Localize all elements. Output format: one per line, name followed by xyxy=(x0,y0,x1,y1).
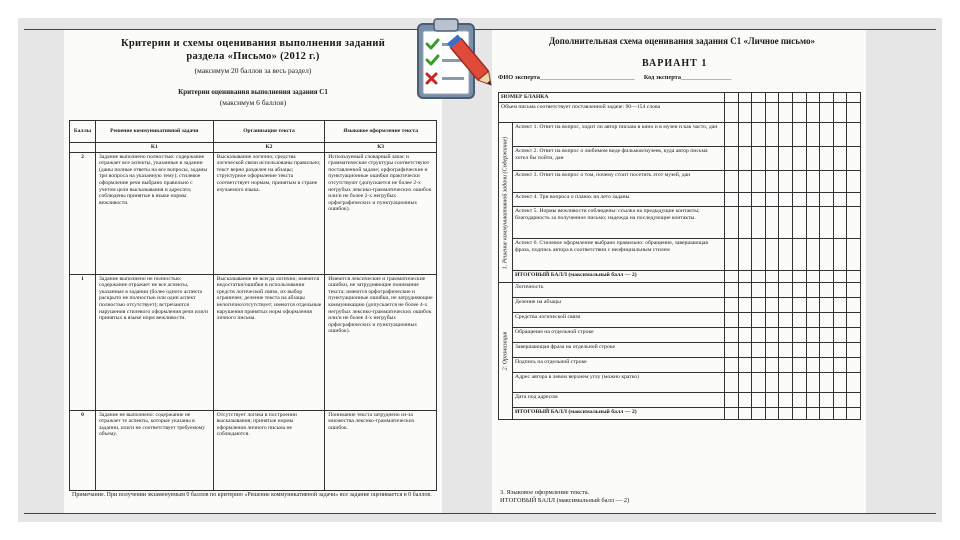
score-cell xyxy=(779,408,793,420)
row-k1: Задание выполнено не полностью: содержание отражает не все аспекты, указанные в задании (более одного аспекта раскрыто не полностью или один аспект полностью отсутствует); встречаются нарушения стилевого оформления речи или/и принятых в языке норм вежливости. xyxy=(95,274,213,410)
code-blank: ________________ xyxy=(680,74,732,81)
score-cell xyxy=(806,408,820,420)
score-cell xyxy=(765,343,779,358)
score-cell xyxy=(792,283,806,298)
header-score: Баллы xyxy=(70,121,96,143)
score-cell xyxy=(847,313,861,328)
score-cell xyxy=(847,408,861,420)
header-k1: Решение коммуникативной задачи xyxy=(95,121,213,143)
score-cell xyxy=(725,93,739,103)
aspect-row xyxy=(499,123,861,147)
score-cell xyxy=(792,328,806,343)
score-cell xyxy=(779,193,793,207)
score-cell xyxy=(792,343,806,358)
score-cell xyxy=(847,147,861,171)
score-cell xyxy=(792,393,806,408)
score-cell xyxy=(725,239,739,271)
expert-info-line xyxy=(498,74,860,81)
bottom-divider xyxy=(24,513,936,514)
score-cell xyxy=(752,283,766,298)
score-cell xyxy=(792,171,806,193)
org-row xyxy=(499,358,861,373)
score-cell xyxy=(820,358,834,373)
score-cell xyxy=(792,239,806,271)
score-cell xyxy=(725,207,739,239)
volume-row xyxy=(499,103,861,123)
score-cell xyxy=(725,328,739,343)
score-cell xyxy=(725,271,739,283)
score-cell xyxy=(847,298,861,313)
score-cell xyxy=(820,393,834,408)
score-cell xyxy=(820,93,834,103)
score-cell xyxy=(847,358,861,373)
score-cell xyxy=(820,313,834,328)
score-cell xyxy=(792,207,806,239)
fio-label: ФИО эксперта xyxy=(498,74,540,81)
aspect-label: Аспект 4. Три вопроса о планах на лето заданы xyxy=(513,193,725,207)
score-cell xyxy=(765,393,779,408)
volume-label: Объем письма соответствует поставленной задаче: 90—154 слова xyxy=(499,103,725,123)
score-cell xyxy=(779,93,793,103)
score-cell xyxy=(847,123,861,147)
row-k2: Отсутствует логика в построении высказывания; принятые нормы оформления личного письма не соблюдаются. xyxy=(213,410,325,490)
score-cell xyxy=(847,93,861,103)
score-cell xyxy=(738,193,752,207)
row-k1: Задание выполнено полностью: содержание отражает все аспекты, указанные в задании (даны полные ответы на все вопросы, заданы три вопроса на указанную тему); стилевое оформление речи выбрано правильно с учетом цели высказывания и адресата; соблюдены принятые в языке нормы вежливости. xyxy=(95,152,213,274)
org-row xyxy=(499,313,861,328)
row-k3: Понимание текста затруднено из-за множества лексико-грамматических ошибок. xyxy=(325,410,437,490)
org-row xyxy=(499,373,861,393)
score-cell xyxy=(738,313,752,328)
score-cell xyxy=(847,283,861,298)
score-cell xyxy=(725,193,739,207)
row-k3: Имеются лексические и грамматические ошибки, не затрудняющие понимание текста; имеются орфографические и пунктуационные ошибки, не затрудняющие коммуникацию (допускается не более 4-х негрубых лексико-грамматических ошибок или/и не более 4-х негрубых орфографических и пунктуационных ошибок). xyxy=(325,274,437,410)
score-cell xyxy=(779,358,793,373)
score-cell xyxy=(792,193,806,207)
score-cell xyxy=(765,358,779,373)
table-row xyxy=(70,274,437,410)
score-cell xyxy=(820,193,834,207)
row-score: 2 xyxy=(70,152,96,274)
score-cell xyxy=(752,103,766,123)
score-cell xyxy=(752,313,766,328)
score-cell xyxy=(820,408,834,420)
aspect-label: Аспект 6. Стилевое оформление выбрано правильно: обращение, завершающая фраза, подпись автора в соответствии с неофициальным стилем xyxy=(513,239,725,271)
score-cell xyxy=(806,147,820,171)
score-cell xyxy=(806,193,820,207)
score-cell xyxy=(833,408,847,420)
score-cell xyxy=(725,393,739,408)
assessment-grid xyxy=(498,92,861,420)
score-cell xyxy=(765,147,779,171)
score-cell xyxy=(779,328,793,343)
org-row xyxy=(499,343,861,358)
score-cell xyxy=(738,373,752,393)
score-cell xyxy=(765,103,779,123)
score-cell xyxy=(847,207,861,239)
score-cell xyxy=(765,328,779,343)
score-cell xyxy=(725,171,739,193)
score-cell xyxy=(833,343,847,358)
aspect-row xyxy=(499,239,861,271)
aspect-label: Аспект 5. Нормы вежливости соблюдены: ссылка на предыдущие контакты; благодарность за полученное письмо; надежда на последующие контакты. xyxy=(513,207,725,239)
score-cell xyxy=(820,271,834,283)
score-cell xyxy=(738,328,752,343)
language-heading: 3. Языковое оформление текста. xyxy=(500,489,590,496)
language-total: ИТОГОВЫЙ БАЛЛ (максимальный балл — 2) xyxy=(500,497,630,504)
score-cell xyxy=(792,358,806,373)
score-cell xyxy=(847,271,861,283)
blank-number-row xyxy=(499,93,861,103)
score-cell xyxy=(833,283,847,298)
score-cell xyxy=(833,358,847,373)
score-cell xyxy=(725,123,739,147)
score-cell xyxy=(792,123,806,147)
aspect-label: Аспект 2. Ответ на вопрос о любимом виде фильмов/музеев, куда автор письма хотел бы пойти, дан xyxy=(513,147,725,171)
org-row xyxy=(499,328,861,343)
score-cell xyxy=(765,313,779,328)
score-cell xyxy=(779,283,793,298)
score-cell xyxy=(752,343,766,358)
org-item-label: Обращение на отдельной строке xyxy=(513,328,725,343)
document-title: Критерии и схемы оценивания выполнения заданий xyxy=(120,38,386,49)
score-cell xyxy=(833,123,847,147)
score-cell xyxy=(806,123,820,147)
aspect-label: Аспект 1. Ответ на вопрос, ходит ли автор письма в кино и в музеи и как часто, дан xyxy=(513,123,725,147)
score-cell xyxy=(833,313,847,328)
document-title-line2: раздела «Письмо» (2012 г.) xyxy=(186,51,320,62)
score-cell xyxy=(833,239,847,271)
score-cell xyxy=(792,373,806,393)
score-cell xyxy=(779,103,793,123)
score-cell xyxy=(792,147,806,171)
score-cell xyxy=(752,271,766,283)
score-cell xyxy=(820,123,834,147)
score-cell xyxy=(752,123,766,147)
score-cell xyxy=(752,171,766,193)
score-cell xyxy=(847,171,861,193)
score-cell xyxy=(725,313,739,328)
score-cell xyxy=(779,207,793,239)
score-cell xyxy=(725,408,739,420)
score-cell xyxy=(765,207,779,239)
score-cell xyxy=(820,239,834,271)
score-cell xyxy=(765,408,779,420)
score-cell xyxy=(725,147,739,171)
score-cell xyxy=(806,298,820,313)
aspect-row xyxy=(499,193,861,207)
group-organization-label: 2. Организация xyxy=(499,283,513,420)
total-row xyxy=(499,271,861,283)
org-row xyxy=(499,393,861,408)
score-cell xyxy=(738,207,752,239)
score-cell xyxy=(833,171,847,193)
assessment-form xyxy=(492,30,866,513)
total-label: ИТОГОВЫЙ БАЛЛ (максимальный балл — 2) xyxy=(513,408,725,420)
score-cell xyxy=(820,207,834,239)
header-k2: Организация текста xyxy=(213,121,325,143)
score-cell xyxy=(847,393,861,408)
score-cell xyxy=(738,393,752,408)
score-cell xyxy=(820,298,834,313)
score-cell xyxy=(820,343,834,358)
total-row xyxy=(499,408,861,420)
code-label: Код эксперта xyxy=(643,74,681,81)
score-cell xyxy=(738,123,752,147)
score-cell xyxy=(833,93,847,103)
criteria-table xyxy=(69,120,437,491)
score-cell xyxy=(820,171,834,193)
score-cell xyxy=(833,147,847,171)
score-cell xyxy=(738,358,752,373)
score-cell xyxy=(779,343,793,358)
score-cell xyxy=(820,147,834,171)
language-section xyxy=(500,489,860,505)
score-cell xyxy=(779,373,793,393)
variant-label: ВАРИАНТ 1 xyxy=(642,58,708,69)
score-cell xyxy=(765,373,779,393)
score-cell xyxy=(738,298,752,313)
aspect-row xyxy=(499,147,861,171)
score-cell xyxy=(765,193,779,207)
score-cell xyxy=(765,271,779,283)
score-cell xyxy=(847,328,861,343)
score-cell xyxy=(752,373,766,393)
score-cell xyxy=(765,283,779,298)
score-cell xyxy=(806,103,820,123)
score-cell xyxy=(820,103,834,123)
score-cell xyxy=(725,373,739,393)
row-k1: Задание не выполнено: содержание не отражает те аспекты, которые указаны в задании, или/и не соответствует требуемому объему. xyxy=(95,410,213,490)
score-cell xyxy=(765,93,779,103)
score-cell xyxy=(806,271,820,283)
table-row xyxy=(70,410,437,490)
criteria-document xyxy=(64,30,442,513)
code-k3: К3 xyxy=(325,143,437,153)
score-cell xyxy=(820,373,834,393)
code-k1: К1 xyxy=(95,143,213,153)
table-code-row xyxy=(70,143,437,153)
score-cell xyxy=(752,408,766,420)
score-cell xyxy=(725,298,739,313)
score-cell xyxy=(725,358,739,373)
score-cell xyxy=(738,171,752,193)
criteria-title: Критерии оценивания выполнения задания С1 xyxy=(178,88,328,96)
score-cell xyxy=(806,393,820,408)
document-subtitle: (максимум 20 баллов за весь раздел) xyxy=(194,66,312,75)
score-cell xyxy=(765,171,779,193)
score-cell xyxy=(738,343,752,358)
score-cell xyxy=(765,239,779,271)
score-cell xyxy=(752,93,766,103)
score-cell xyxy=(779,298,793,313)
score-cell xyxy=(765,123,779,147)
form-title: Дополнительная схема оценивания задания С1 «Личное письмо» xyxy=(548,36,816,46)
score-cell xyxy=(752,207,766,239)
score-cell xyxy=(833,328,847,343)
score-cell xyxy=(833,207,847,239)
aspect-label: Аспект 3. Ответ на вопрос о том, почему стоит посетить этот музей, дан xyxy=(513,171,725,193)
note: Примечание. При получении экзаменуемым 0 баллов по критерию «Решение коммуникативной задачи» все задание оценивается в 0 баллов. xyxy=(72,492,432,498)
score-cell xyxy=(792,298,806,313)
score-cell xyxy=(779,147,793,171)
score-cell xyxy=(765,298,779,313)
score-cell xyxy=(792,103,806,123)
total-label: ИТОГОВЫЙ БАЛЛ (максимальный балл — 2) xyxy=(513,271,725,283)
score-cell xyxy=(779,313,793,328)
score-cell xyxy=(833,193,847,207)
score-cell xyxy=(725,103,739,123)
score-cell xyxy=(725,343,739,358)
score-cell xyxy=(806,239,820,271)
score-cell xyxy=(847,193,861,207)
table-header-row xyxy=(70,121,437,143)
score-cell xyxy=(738,408,752,420)
score-cell xyxy=(738,147,752,171)
org-item-label: Деление на абзацы xyxy=(513,298,725,313)
score-cell xyxy=(833,373,847,393)
org-item-label: Средства логической связи xyxy=(513,313,725,328)
score-cell xyxy=(738,103,752,123)
score-cell xyxy=(833,393,847,408)
score-cell xyxy=(806,373,820,393)
score-cell xyxy=(792,271,806,283)
score-cell xyxy=(752,147,766,171)
score-cell xyxy=(833,298,847,313)
score-cell xyxy=(738,271,752,283)
row-score: 1 xyxy=(70,274,96,410)
criteria-subtitle: (максимум 6 баллов) xyxy=(219,98,287,107)
org-item-label: Дата под адресом xyxy=(513,393,725,408)
score-cell xyxy=(792,408,806,420)
score-cell xyxy=(779,271,793,283)
score-cell xyxy=(752,193,766,207)
score-cell xyxy=(752,328,766,343)
score-cell xyxy=(806,343,820,358)
score-cell xyxy=(779,123,793,147)
score-cell xyxy=(806,358,820,373)
score-cell xyxy=(806,313,820,328)
fio-blank: ______________________________ xyxy=(539,74,635,81)
header-k3: Языковое оформление текста xyxy=(325,121,437,143)
score-cell xyxy=(779,171,793,193)
score-cell xyxy=(779,239,793,271)
score-cell xyxy=(806,207,820,239)
score-cell xyxy=(779,393,793,408)
score-cell xyxy=(738,239,752,271)
clipboard-checklist-icon xyxy=(412,14,500,106)
row-k3: Используемый словарный запас и грамматические структуры соответствуют поставленной задаче; орфографические и пунктуационные ошибки практически отсутствуют (допускается не более 2-х негрубых лексико-грамматических ошибок или/и не более 2-х негрубых орфографических и пунктуационных ошибок). xyxy=(325,152,437,274)
score-cell xyxy=(806,328,820,343)
score-cell xyxy=(752,298,766,313)
score-cell xyxy=(847,239,861,271)
score-cell xyxy=(738,93,752,103)
group-content-label: 1. Решение коммуникативной задачи (Содержание) xyxy=(499,123,513,283)
score-cell xyxy=(833,103,847,123)
org-item-label: Логичность xyxy=(513,283,725,298)
row-score: 0 xyxy=(70,410,96,490)
org-item-label: Адрес автора в левом верхнем углу (можно кратко) xyxy=(513,373,725,393)
score-cell xyxy=(806,93,820,103)
score-cell xyxy=(738,283,752,298)
score-cell xyxy=(820,328,834,343)
score-cell xyxy=(806,171,820,193)
score-cell xyxy=(752,358,766,373)
org-row xyxy=(499,283,861,298)
score-cell xyxy=(792,313,806,328)
row-k2: Высказывание логично; средства логической связи использованы правильно; текст верно разделен на абзацы; структурное оформление текста соответствует нормам, принятым в стране изучаемого языка. xyxy=(213,152,325,274)
blank-number-label: НОМЕР БЛАНКА xyxy=(499,93,725,103)
score-cell xyxy=(792,93,806,103)
aspect-row xyxy=(499,171,861,193)
org-row xyxy=(499,298,861,313)
score-cell xyxy=(847,103,861,123)
row-k2: Высказывание не всегда логично; имеются недостатки/ошибки в использовании средств логической связи, их выбор ограничен; деление текста на абзацы нелогично/отсутствует; имеются отдельные нарушения принятых норм оформления личного письма. xyxy=(213,274,325,410)
score-cell xyxy=(847,373,861,393)
score-cell xyxy=(847,343,861,358)
score-cell xyxy=(820,283,834,298)
score-cell xyxy=(806,283,820,298)
code-k2: К2 xyxy=(213,143,325,153)
score-cell xyxy=(725,283,739,298)
score-cell xyxy=(833,271,847,283)
score-cell xyxy=(752,239,766,271)
aspect-row xyxy=(499,207,861,239)
score-cell xyxy=(752,393,766,408)
org-item-label: Подпись на отдельной строке xyxy=(513,358,725,373)
table-row xyxy=(70,152,437,274)
org-item-label: Завершающая фраза на отдельной строке xyxy=(513,343,725,358)
